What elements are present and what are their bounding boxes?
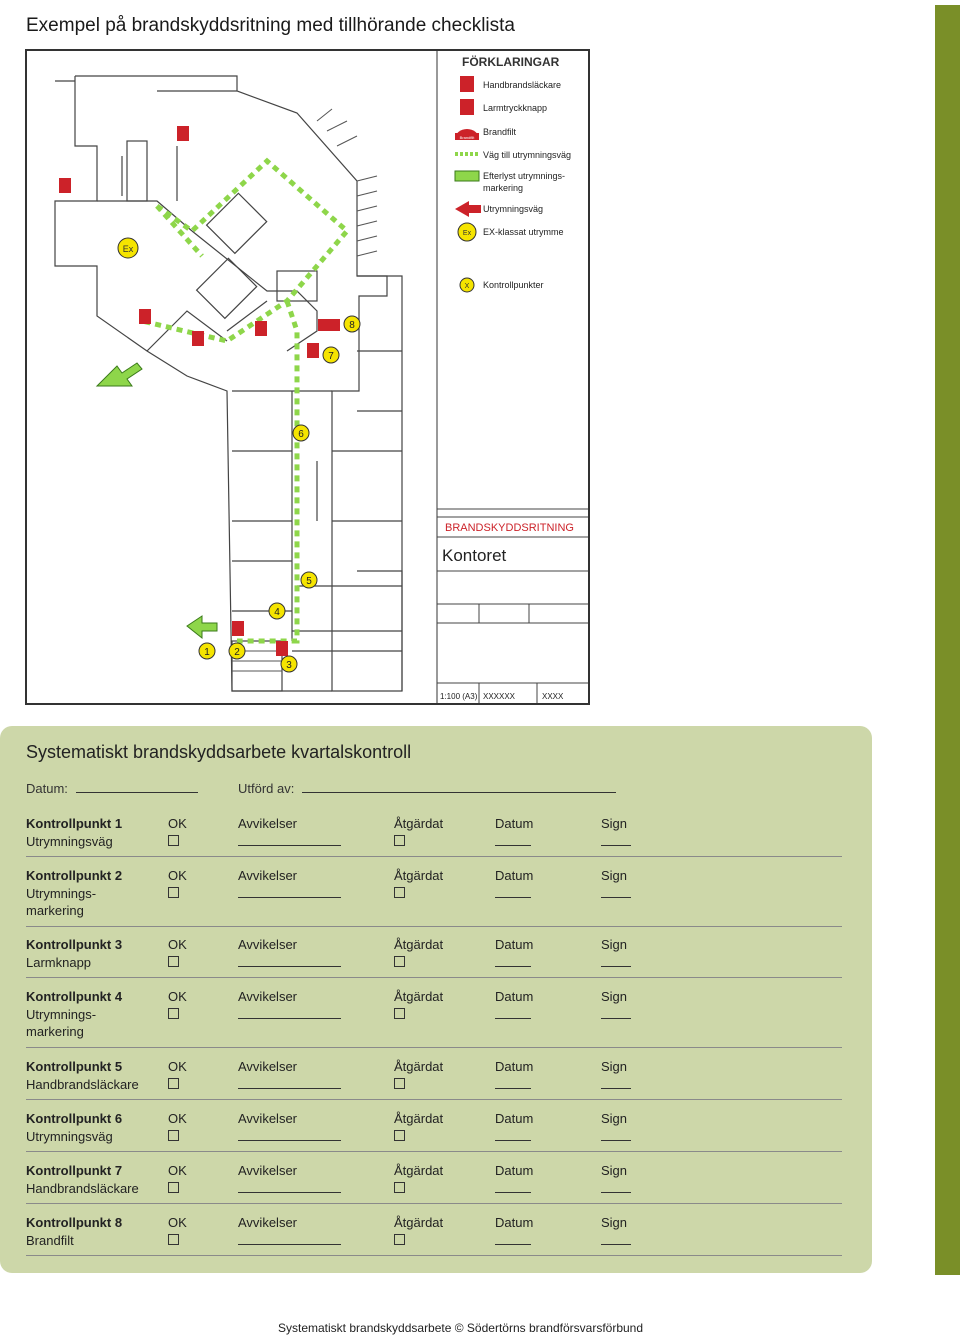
col-sign-label: Sign bbox=[601, 1163, 628, 1178]
col-atgardat-label: Åtgärdat bbox=[394, 816, 444, 831]
col-sign-label: Sign bbox=[601, 989, 628, 1004]
col-avvikelser-label: Avvikelser bbox=[238, 868, 298, 883]
revision: XXXX bbox=[542, 692, 564, 701]
col-ok-label: OK bbox=[168, 868, 187, 883]
atgardat-checkbox[interactable] bbox=[394, 1078, 405, 1089]
exit-sign-icon bbox=[455, 171, 479, 181]
avvikelser-field[interactable] bbox=[238, 1192, 341, 1193]
checkpoint-row bbox=[26, 1163, 842, 1204]
legend-item-exit-sign-1: Efterlyst utrymnings- bbox=[483, 171, 566, 181]
col-datum-label: Datum bbox=[495, 989, 534, 1004]
checkpoint-desc-line: Utrymnings- bbox=[26, 1007, 97, 1022]
ok-checkbox[interactable] bbox=[168, 956, 179, 967]
col-sign-label: Sign bbox=[601, 868, 628, 883]
checkpoint-desc-line: Utrymningsväg bbox=[26, 834, 113, 849]
checkpoint-desc-line: Utrymnings- bbox=[26, 886, 97, 901]
datum-field[interactable] bbox=[76, 780, 198, 793]
escape-route-arrow-icon bbox=[455, 201, 481, 217]
checkpoint-description bbox=[26, 1232, 146, 1249]
legend-item-ex: EX-klassat utrymme bbox=[483, 227, 564, 237]
col-datum-label: Datum bbox=[495, 937, 534, 952]
svg-text:Ex: Ex bbox=[462, 230, 472, 237]
col-datum-label: Datum bbox=[495, 868, 534, 883]
checkpoint-name: Kontrollpunkt 3 bbox=[26, 937, 123, 952]
checkpoint-row bbox=[26, 937, 842, 978]
col-atgardat-label: Åtgärdat bbox=[394, 1111, 444, 1126]
legend-item-path: Väg till utrymningsväg bbox=[483, 150, 572, 160]
col-avvikelser-label: Avvikelser bbox=[238, 937, 298, 952]
checkpoint-desc-line: markering bbox=[26, 903, 84, 918]
footer: Systematiskt brandskyddsarbete © Södertörns brandförsvarsförbund bbox=[278, 1321, 644, 1335]
checkpoint-description bbox=[26, 885, 146, 919]
atgardat-checkbox[interactable] bbox=[394, 835, 405, 846]
datum-field[interactable] bbox=[495, 1244, 531, 1245]
col-datum-label: Datum bbox=[495, 816, 534, 831]
fire-protection-floor-plan bbox=[25, 49, 590, 705]
sign-field[interactable] bbox=[601, 897, 631, 898]
col-sign-label: Sign bbox=[601, 816, 628, 831]
checkpoint-description bbox=[26, 1006, 146, 1040]
ok-checkbox[interactable] bbox=[168, 1234, 179, 1245]
avvikelser-field[interactable] bbox=[238, 1088, 341, 1089]
col-sign-label: Sign bbox=[601, 937, 628, 952]
ok-checkbox[interactable] bbox=[168, 1130, 179, 1141]
legend-item-extinguisher: Handbrandsläckare bbox=[483, 80, 562, 90]
checkpoint-desc-line: markering bbox=[26, 1024, 84, 1039]
col-ok-label: OK bbox=[168, 1059, 187, 1074]
alarm-button-icon bbox=[460, 99, 474, 115]
ok-checkbox[interactable] bbox=[168, 835, 179, 846]
marker-4: 4 bbox=[274, 607, 280, 618]
marker-5: 5 bbox=[306, 576, 312, 587]
datum-field[interactable] bbox=[495, 966, 531, 967]
checklist-panel bbox=[0, 726, 872, 1273]
col-ok-label: OK bbox=[168, 816, 187, 831]
col-atgardat-label: Åtgärdat bbox=[394, 937, 444, 952]
atgardat-checkbox[interactable] bbox=[394, 956, 405, 967]
checkpoint-desc-line: Larmknapp bbox=[26, 955, 92, 970]
atgardat-checkbox[interactable] bbox=[394, 887, 405, 898]
marker-2: 2 bbox=[234, 647, 240, 658]
page-title: Exempel på brandskyddsritning med tillhörande checklista bbox=[26, 15, 515, 36]
datum-field[interactable] bbox=[495, 897, 531, 898]
checkpoint-name: Kontrollpunkt 7 bbox=[26, 1163, 123, 1178]
col-sign-label: Sign bbox=[601, 1059, 628, 1074]
checkpoint-desc-line: Handbrandsläckare bbox=[26, 1077, 139, 1092]
col-avvikelser-label: Avvikelser bbox=[238, 816, 298, 831]
col-datum-label: Datum bbox=[495, 1215, 534, 1230]
col-ok-label: OK bbox=[168, 989, 187, 1004]
datum-row bbox=[26, 780, 198, 796]
utford-label: Utförd av: bbox=[238, 781, 295, 796]
marker-8: 8 bbox=[349, 320, 355, 331]
avvikelser-field[interactable] bbox=[238, 1140, 341, 1141]
col-atgardat-label: Åtgärdat bbox=[394, 1059, 444, 1074]
col-avvikelser-label: Avvikelser bbox=[238, 1111, 298, 1126]
col-datum-label: Datum bbox=[495, 1111, 534, 1126]
avvikelser-field[interactable] bbox=[238, 1244, 341, 1245]
col-avvikelser-label: Avvikelser bbox=[238, 1215, 298, 1230]
datum-label: Datum: bbox=[26, 781, 68, 796]
col-ok-label: OK bbox=[168, 1111, 187, 1126]
checkpoint-description bbox=[26, 1180, 146, 1197]
marker-3: 3 bbox=[286, 660, 292, 671]
checkpoint-desc-line: Handbrandsläckare bbox=[26, 1181, 139, 1196]
ok-checkbox[interactable] bbox=[168, 1078, 179, 1089]
drawing-number: XXXXXX bbox=[483, 692, 516, 701]
col-avvikelser-label: Avvikelser bbox=[238, 1059, 298, 1074]
legend-items bbox=[455, 76, 571, 292]
utford-field[interactable] bbox=[302, 780, 616, 793]
checkpoint-name: Kontrollpunkt 5 bbox=[26, 1059, 123, 1074]
avvikelser-field[interactable] bbox=[238, 845, 341, 846]
col-atgardat-label: Åtgärdat bbox=[394, 868, 444, 883]
col-ok-label: OK bbox=[168, 937, 187, 952]
ok-checkbox[interactable] bbox=[168, 1182, 179, 1193]
legend-item-blanket: Brandfilt bbox=[483, 127, 517, 137]
sign-field[interactable] bbox=[601, 845, 631, 846]
col-ok-label: OK bbox=[168, 1215, 187, 1230]
checkpoint-row bbox=[26, 868, 842, 927]
datum-field[interactable] bbox=[495, 1088, 531, 1089]
sign-field[interactable] bbox=[601, 1244, 631, 1245]
checkpoint-name: Kontrollpunkt 4 bbox=[26, 989, 123, 1004]
floor-plan-drawing bbox=[27, 51, 588, 703]
col-atgardat-label: Åtgärdat bbox=[394, 989, 444, 1004]
datum-field[interactable] bbox=[495, 1018, 531, 1019]
extinguisher-icon bbox=[460, 76, 474, 92]
checkpoint-row bbox=[26, 1059, 842, 1100]
checkpoint-desc-line: Utrymningsväg bbox=[26, 1129, 113, 1144]
atgardat-checkbox[interactable] bbox=[394, 1130, 405, 1141]
checkpoint-row bbox=[26, 989, 842, 1048]
legend-item-exit-sign-2: markering bbox=[483, 183, 524, 193]
legend-item-alarm: Larmtryckknapp bbox=[483, 103, 548, 113]
checkpoint-description bbox=[26, 1128, 146, 1145]
sign-field[interactable] bbox=[601, 966, 631, 967]
scale: 1:100 (A3) bbox=[440, 692, 478, 701]
checkpoint-row bbox=[26, 1111, 842, 1152]
checkpoint-description bbox=[26, 833, 146, 850]
fire-blanket-icon-label: Brandfilt bbox=[459, 135, 475, 140]
marker-7: 7 bbox=[328, 351, 334, 362]
drawing-type: BRANDSKYDDSRITNING bbox=[445, 522, 574, 534]
avvikelser-field[interactable] bbox=[238, 1018, 341, 1019]
col-sign-label: Sign bbox=[601, 1215, 628, 1230]
atgardat-checkbox[interactable] bbox=[394, 1008, 405, 1019]
checkpoint-name: Kontrollpunkt 8 bbox=[26, 1215, 123, 1230]
svg-text:X: X bbox=[464, 283, 470, 290]
ok-checkbox[interactable] bbox=[168, 887, 179, 898]
building-name: Kontoret bbox=[442, 546, 507, 565]
sign-field[interactable] bbox=[601, 1192, 631, 1193]
col-ok-label: OK bbox=[168, 1163, 187, 1178]
utford-row bbox=[238, 780, 616, 796]
checkpoint-name: Kontrollpunkt 6 bbox=[26, 1111, 123, 1126]
sign-field[interactable] bbox=[601, 1088, 631, 1089]
col-atgardat-label: Åtgärdat bbox=[394, 1215, 444, 1230]
marker-1: 1 bbox=[204, 647, 210, 658]
atgardat-checkbox[interactable] bbox=[394, 1234, 405, 1245]
checkpoint-desc-line: Brandfilt bbox=[26, 1233, 74, 1248]
ok-checkbox[interactable] bbox=[168, 1008, 179, 1019]
checklist-title: Systematiskt brandskyddsarbete kvartalskontroll bbox=[26, 742, 412, 762]
legend-item-route: Utrymningsväg bbox=[483, 204, 544, 214]
checkpoint-description bbox=[26, 1076, 146, 1093]
marker-6: 6 bbox=[298, 429, 304, 440]
col-avvikelser-label: Avvikelser bbox=[238, 1163, 298, 1178]
checkpoint-description bbox=[26, 954, 146, 971]
checkpoint-name: Kontrollpunkt 1 bbox=[26, 816, 123, 831]
avvikelser-field[interactable] bbox=[238, 966, 341, 967]
legend-title: FÖRKLARINGAR bbox=[462, 55, 560, 69]
legend-item-checkpoint: Kontrollpunkter bbox=[483, 280, 544, 290]
checkpoint-row bbox=[26, 1215, 842, 1256]
col-atgardat-label: Åtgärdat bbox=[394, 1163, 444, 1178]
datum-field[interactable] bbox=[495, 1192, 531, 1193]
sign-field[interactable] bbox=[601, 1018, 631, 1019]
col-datum-label: Datum bbox=[495, 1163, 534, 1178]
atgardat-checkbox[interactable] bbox=[394, 1182, 405, 1193]
col-sign-label: Sign bbox=[601, 1111, 628, 1126]
col-avvikelser-label: Avvikelser bbox=[238, 989, 298, 1004]
checkpoint-row bbox=[26, 816, 842, 857]
checkpoint-name: Kontrollpunkt 2 bbox=[26, 868, 123, 883]
avvikelser-field[interactable] bbox=[238, 897, 341, 898]
sign-field[interactable] bbox=[601, 1140, 631, 1141]
col-datum-label: Datum bbox=[495, 1059, 534, 1074]
green-side-bar bbox=[935, 5, 960, 1275]
datum-field[interactable] bbox=[495, 1140, 531, 1141]
ex-marker-label: Ex bbox=[122, 244, 134, 254]
datum-field[interactable] bbox=[495, 845, 531, 846]
